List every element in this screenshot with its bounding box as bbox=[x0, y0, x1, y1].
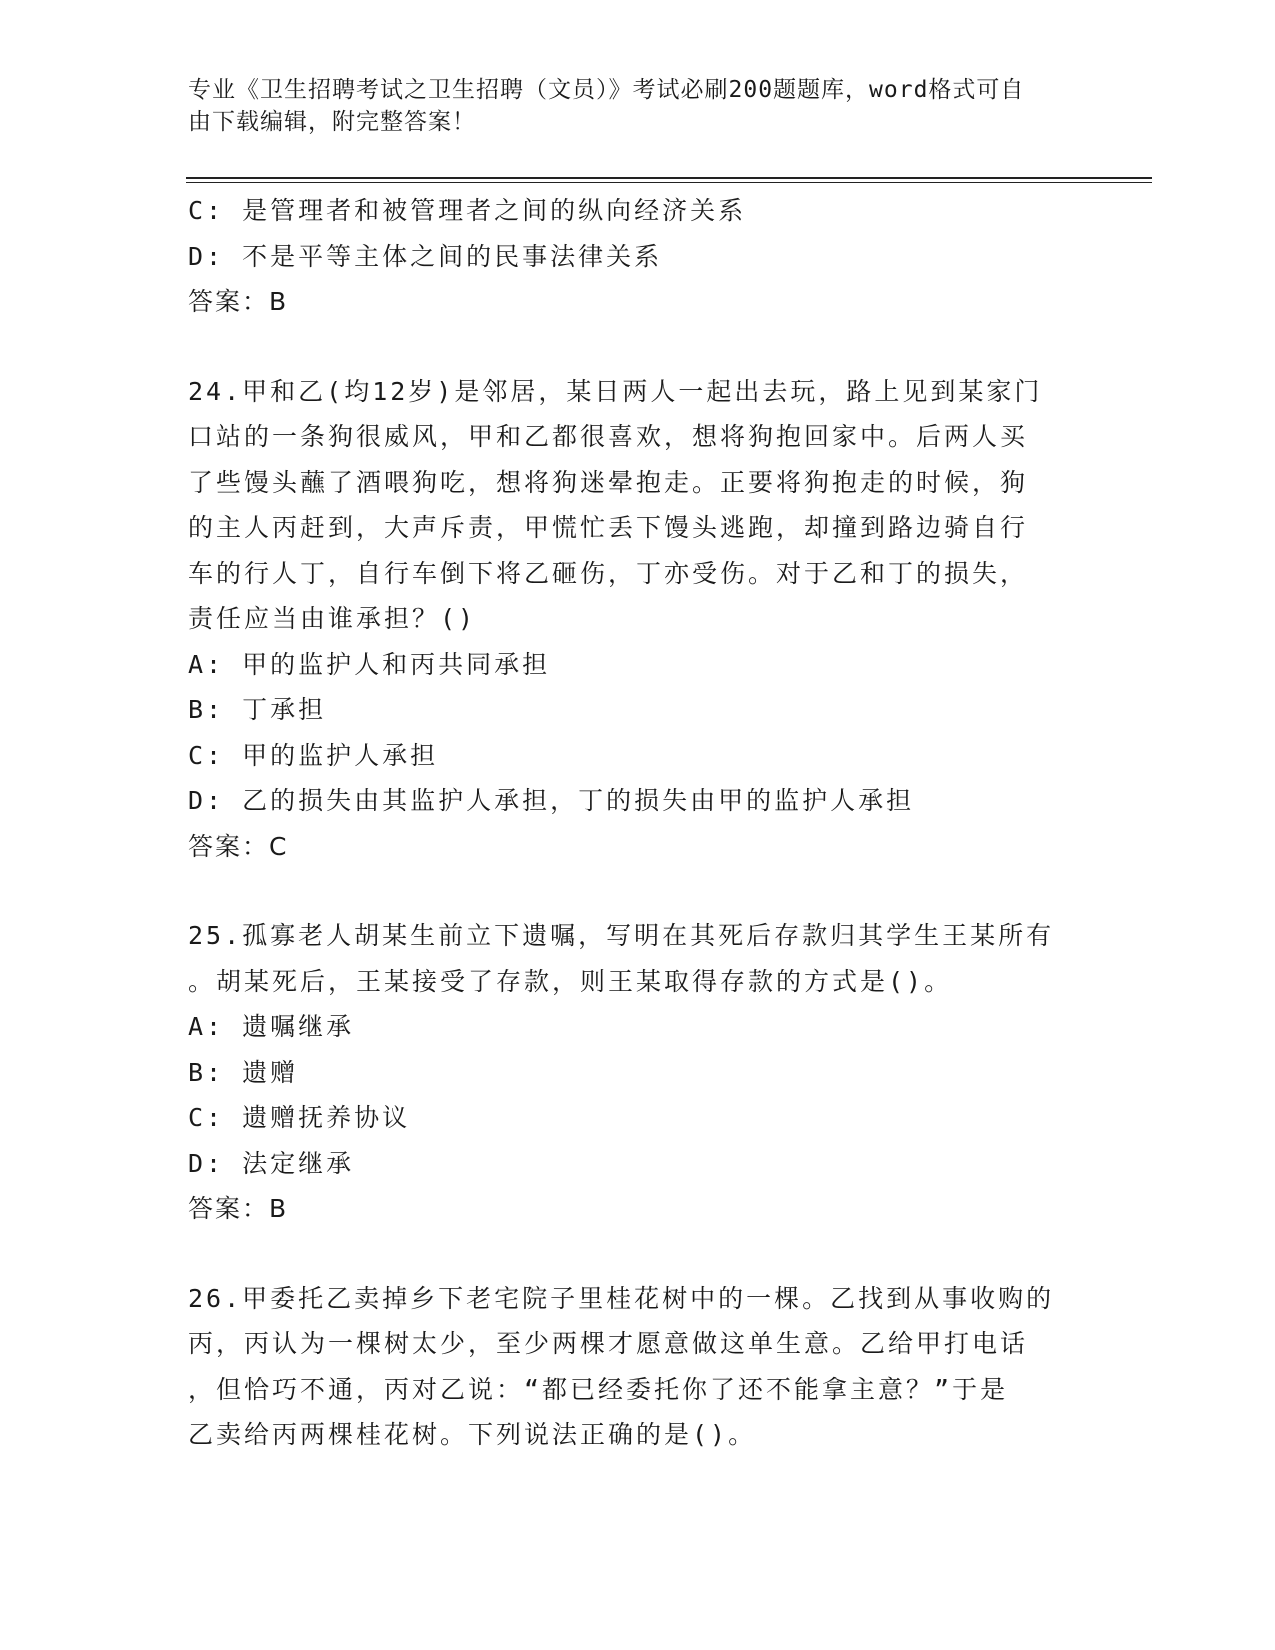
option-d: D: 法定继承 bbox=[188, 1148, 355, 1178]
question-text-line: 丙，丙认为一棵树太少，至少两棵才愿意做这单生意。乙给甲打电话 bbox=[188, 1329, 1029, 1358]
question-text-line: 了些馒头蘸了酒喂狗吃，想将狗迷晕抱走。正要将狗抱走的时候，狗 bbox=[188, 467, 1029, 497]
answer: 答案：C bbox=[188, 831, 289, 861]
option-a: A: 甲的监护人和丙共同承担 bbox=[188, 649, 551, 679]
option-b: B: 遗赠 bbox=[188, 1057, 299, 1087]
question-content bbox=[188, 188, 1078, 1458]
header-divider bbox=[186, 177, 1152, 179]
question-24 bbox=[188, 369, 1078, 870]
option-a: A: 遗嘱继承 bbox=[188, 1012, 355, 1041]
answer: 答案：B bbox=[188, 1194, 289, 1223]
option-c: C: 遗赠抚养协议 bbox=[188, 1103, 411, 1132]
option-b: B: 丁承担 bbox=[188, 695, 327, 724]
question-text-line: 乙卖给丙两棵桂花树。下列说法正确的是()。 bbox=[188, 1420, 757, 1449]
question-25 bbox=[188, 913, 1078, 1232]
question-text-line: 口站的一条狗很威风，甲和乙都很喜欢，想将狗抱回家中。后两人买 bbox=[188, 422, 1029, 451]
question-text-line: 责任应当由谁承担？() bbox=[188, 604, 477, 633]
question-text-line: 25.孤寡老人胡某生前立下遗嘱，写明在其死后存款归其学生王某所有 bbox=[188, 921, 1055, 950]
question-text-line: 车的行人丁，自行车倒下将乙砸伤，丁亦受伤。对于乙和丁的损失， bbox=[188, 558, 1029, 588]
header-line: 由下载编辑，附完整答案！ bbox=[188, 109, 476, 135]
question-26 bbox=[188, 1276, 1078, 1458]
option-c: C: 是管理者和被管理者之间的纵向经济关系 bbox=[188, 196, 747, 225]
question-text-line: 的主人丙赶到，大声斥责，甲慌忙丢下馒头逃跑，却撞到路边骑自行 bbox=[188, 513, 1029, 542]
question-text-line: 。胡某死后，王某接受了存款，则王某取得存款的方式是()。 bbox=[188, 966, 953, 996]
option-d: D: 乙的损失由其监护人承担，丁的损失由甲的监护人承担 bbox=[188, 786, 915, 815]
option-d: D: 不是平等主体之间的民事法律关系 bbox=[188, 241, 663, 271]
option-c: C: 甲的监护人承担 bbox=[188, 740, 439, 770]
question-text-line: ，但恰巧不通，丙对乙说：“都已经委托你了还不能拿主意？”于是 bbox=[188, 1374, 1009, 1404]
question-text-line: 24.甲和乙(均12岁)是邻居，某日两人一起出去玩，路上见到某家门 bbox=[188, 376, 1043, 406]
header-line: 专业《卫生招聘考试之卫生招聘（文员）》考试必刷200题题库，word格式可自 bbox=[188, 77, 1025, 103]
document-header bbox=[188, 74, 1068, 138]
answer: 答案：B bbox=[188, 287, 289, 316]
header-divider-thin bbox=[186, 182, 1152, 183]
question-text-line: 26.甲委托乙卖掉乡下老宅院子里桂花树中的一棵。乙找到从事收购的 bbox=[188, 1283, 1055, 1313]
